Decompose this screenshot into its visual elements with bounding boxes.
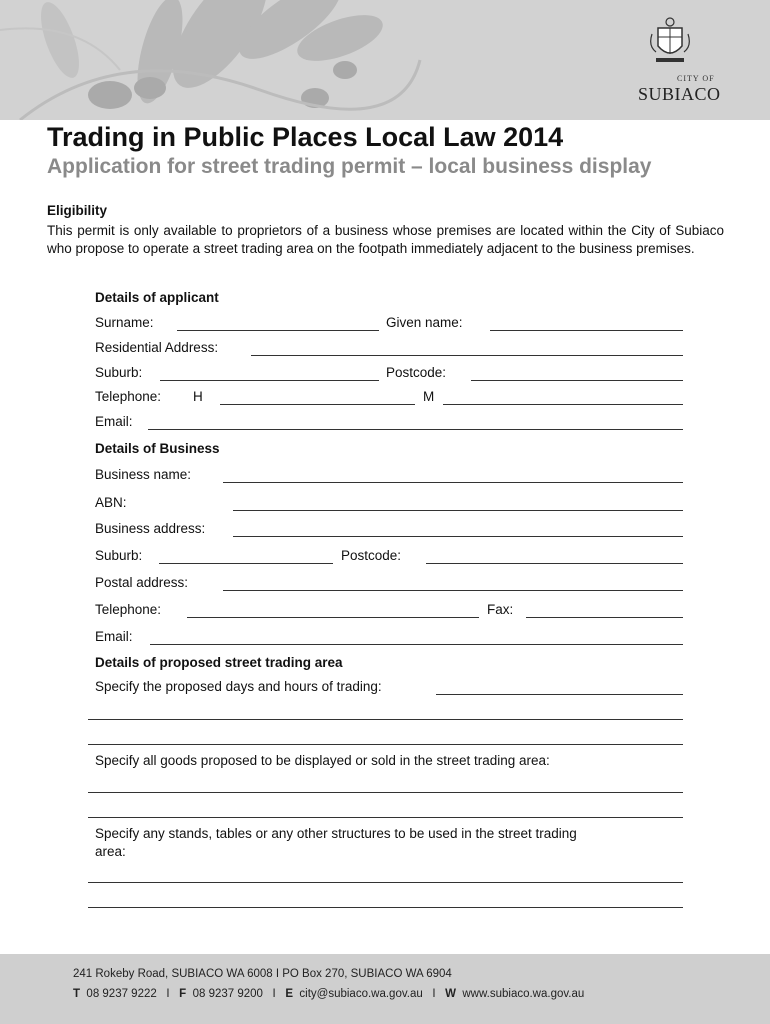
applicant-suburb-label: Suburb:	[95, 365, 143, 380]
given-name-label: Given name:	[386, 315, 463, 330]
abn-field[interactable]	[233, 510, 683, 511]
footer-separator: I	[166, 988, 170, 1000]
footer-fax-label: F	[179, 988, 187, 1000]
business-postcode-label: Postcode:	[341, 548, 402, 563]
applicant-postcode-field[interactable]	[471, 380, 683, 381]
structures-label-line1: Specify any stands, tables or any other structures to be used in the street trading	[95, 826, 577, 841]
business-suburb-label: Suburb:	[95, 548, 143, 563]
footer-contacts	[73, 988, 584, 1000]
business-postcode-field[interactable]	[426, 563, 683, 564]
coat-of-arms-icon	[650, 16, 690, 66]
page-title: Trading in Public Places Local Law 2014	[47, 122, 564, 152]
footer	[0, 954, 770, 1024]
abn-label: ABN:	[95, 495, 127, 510]
telephone-home-label: H	[193, 389, 203, 404]
subiaco-logo	[630, 16, 730, 106]
days-hours-label: Specify the proposed days and hours of trading:	[95, 679, 382, 694]
footer-phone-label: T	[73, 988, 81, 1000]
footer-phone: 08 9237 9222	[86, 988, 157, 1000]
telephone-mobile-field[interactable]	[443, 404, 683, 405]
given-name-field[interactable]	[490, 330, 683, 331]
days-hours-field-line2[interactable]	[88, 719, 683, 720]
eligibility-heading: Eligibility	[47, 203, 108, 218]
residential-address-field[interactable]	[251, 355, 683, 356]
logo-city-text: CITY OF	[677, 74, 715, 83]
header-banner	[0, 0, 770, 120]
goods-field-line2[interactable]	[88, 817, 683, 818]
applicant-postcode-label: Postcode:	[386, 365, 447, 380]
applicant-email-label: Email:	[95, 414, 133, 429]
footer-email-label: E	[285, 988, 294, 1000]
footer-web-label: W	[445, 988, 456, 1000]
surname-label: Surname:	[95, 315, 154, 330]
footer-address: 241 Rokeby Road, SUBIACO WA 6008 I PO Box 270, SUBIACO WA 6904	[73, 968, 452, 980]
logo-name-text: SUBIACO	[638, 84, 721, 104]
eligibility-text: This permit is only available to proprietors of a business whose premises are located within the City of Subiaco who propose to operate a street trading area on the footpath immediately adjacent to the business premises.	[47, 223, 724, 256]
applicant-suburb-field[interactable]	[160, 380, 379, 381]
structures-label-line2: area:	[95, 844, 126, 859]
business-address-label: Business address:	[95, 521, 206, 536]
footer-fax: 08 9237 9200	[192, 988, 263, 1000]
footer-web-link[interactable]: www.subiaco.wa.gov.au	[462, 988, 585, 1000]
goods-label: Specify all goods proposed to be displayed or sold in the street trading area:	[95, 753, 550, 768]
trading-area-heading: Details of proposed street trading area	[95, 655, 343, 670]
structures-field-line2[interactable]	[88, 907, 683, 908]
postal-address-field[interactable]	[223, 590, 683, 591]
business-telephone-label: Telephone:	[95, 602, 162, 617]
footer-separator: I	[272, 988, 276, 1000]
surname-field[interactable]	[177, 330, 379, 331]
residential-address-label: Residential Address:	[95, 340, 219, 355]
goods-field-line1[interactable]	[88, 792, 683, 793]
business-telephone-field[interactable]	[187, 617, 479, 618]
telephone-home-field[interactable]	[220, 404, 415, 405]
business-name-field[interactable]	[223, 482, 683, 483]
applicant-heading: Details of applicant	[95, 290, 219, 305]
fax-field[interactable]	[526, 617, 683, 618]
days-hours-field-line3[interactable]	[88, 744, 683, 745]
telephone-mobile-label: M	[423, 389, 435, 404]
page-subtitle: Application for street trading permit – local business display	[47, 155, 652, 178]
business-email-label: Email:	[95, 629, 133, 644]
fax-label: Fax:	[487, 602, 514, 617]
structures-field-line1[interactable]	[88, 882, 683, 883]
postal-address-label: Postal address:	[95, 575, 189, 590]
applicant-telephone-label: Telephone:	[95, 389, 162, 404]
footer-email-link[interactable]: city@subiaco.wa.gov.au	[299, 988, 423, 1000]
business-name-label: Business name:	[95, 467, 192, 482]
business-address-field[interactable]	[233, 536, 683, 537]
business-email-field[interactable]	[150, 644, 683, 645]
business-heading: Details of Business	[95, 441, 220, 456]
footer-separator: I	[432, 988, 436, 1000]
applicant-email-field[interactable]	[148, 429, 683, 430]
days-hours-field[interactable]	[436, 694, 683, 695]
business-suburb-field[interactable]	[159, 563, 333, 564]
